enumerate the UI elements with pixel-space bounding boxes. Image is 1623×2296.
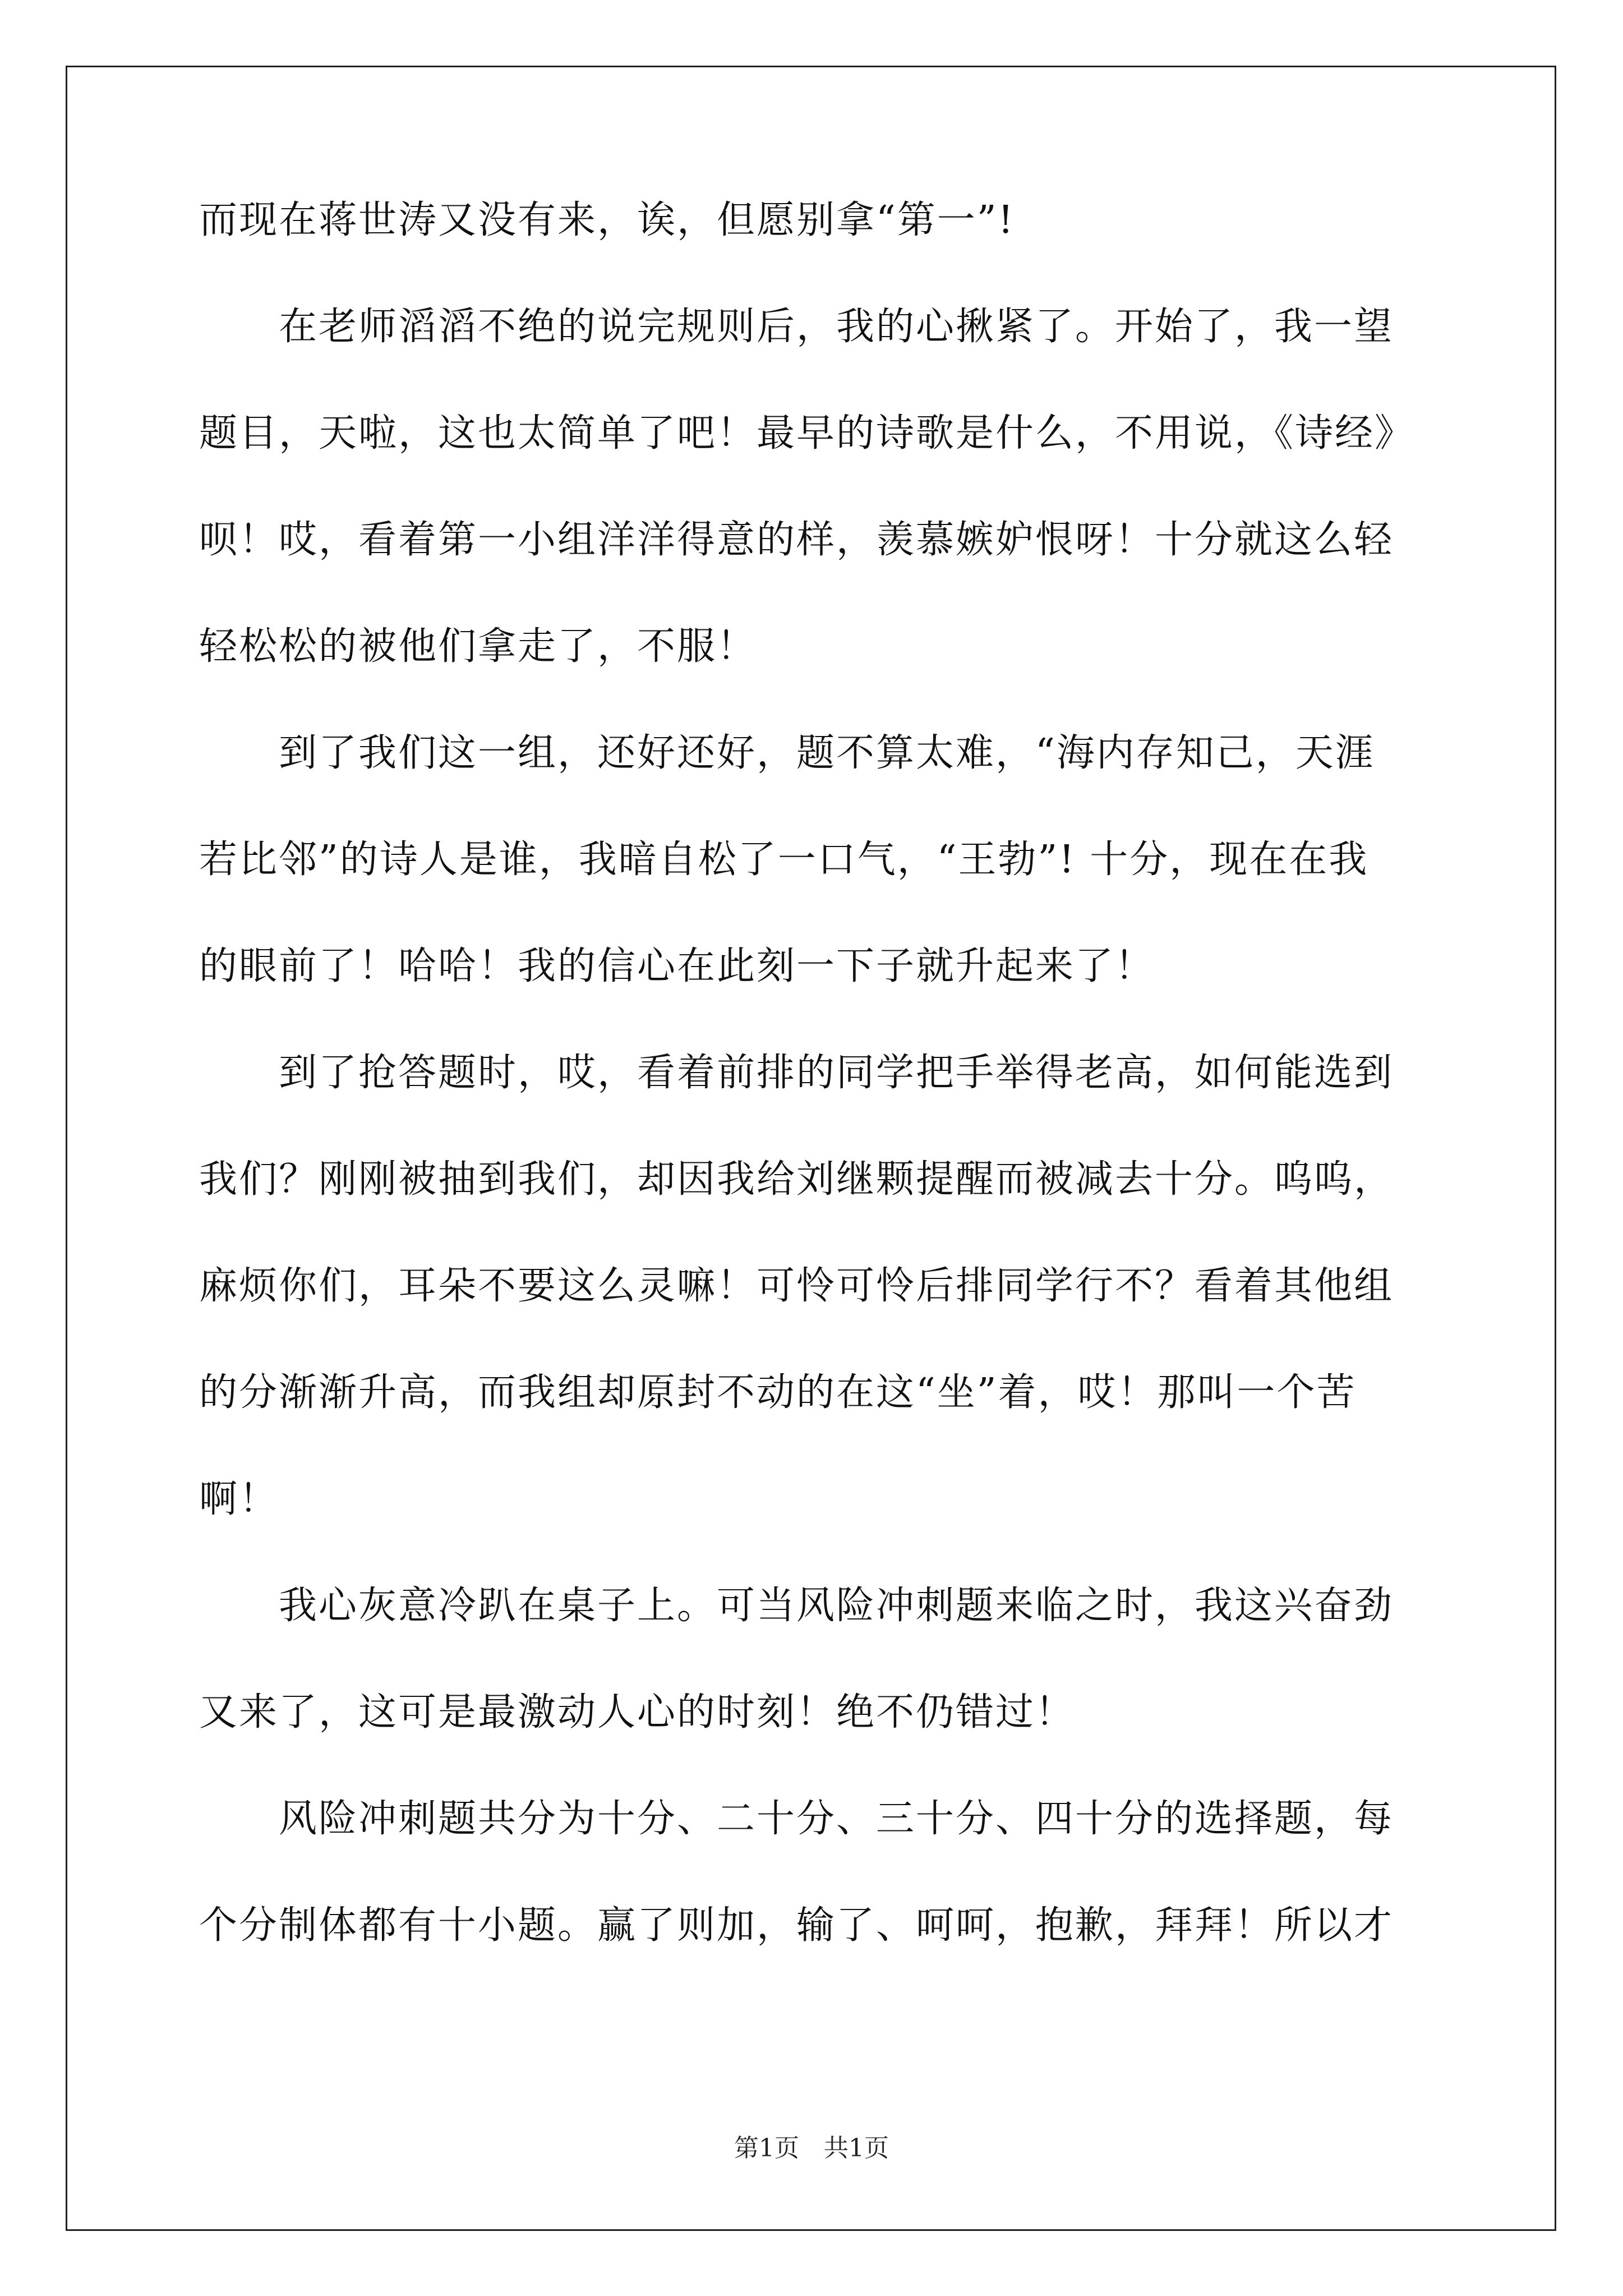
page-number: 第1页 共1页 (734, 2134, 889, 2162)
text-line: 呗！哎，看着第一小组洋洋得意的样，羡慕嫉妒恨呀！十分就这么轻 (199, 518, 1394, 562)
text-line: 又来了，这可是最激动人心的时刻！绝不仍错过！ (199, 1690, 1076, 1734)
text-line: 啊！ (199, 1477, 279, 1521)
text-line: 在老师滔滔不绝的说完规则后，我的心揪紧了。开始了，我一望 (199, 305, 1394, 349)
text-line: 风险冲刺题共分为十分、二十分、三十分、四十分的选择题，每 (199, 1797, 1394, 1841)
text-line: 我心灰意冷趴在桌子上。可当风险冲刺题来临之时，我这兴奋劲 (199, 1584, 1394, 1628)
text-line: 而现在蒋世涛又没有来，诶，但愿别拿“第一”! (199, 198, 1015, 242)
text-line: 的分渐渐升高，而我组却原封不动的在这“坐”着，哎！那叫一个苦 (199, 1370, 1357, 1415)
text-line: 的眼前了！哈哈！我的信心在此刻一下子就升起来了！ (199, 944, 1155, 988)
text-line: 到了我们这一组，还好还好，题不算太难，“海内存知己，天涯 (199, 731, 1375, 775)
text-line: 个分制体都有十小题。赢了则加，输了、呵呵，抱歉，拜拜！所以才 (199, 1903, 1394, 1948)
text-line: 到了抢答题时，哎，看着前排的同学把手举得老高，如何能选到 (199, 1051, 1394, 1095)
text-line: 题目，天啦，这也太简单了吧！最早的诗歌是什么，不用说，《诗经》 (199, 411, 1415, 455)
text-line: 若比邻”的诗人是谁，我暗自松了一口气，“王勃”! 十分，现在在我 (199, 838, 1369, 882)
text-line: 轻松松的被他们拿走了，不服！ (199, 624, 757, 669)
text-line: 我们？刚刚被抽到我们，却因我给刘继颗提醒而被减去十分。呜呜， (199, 1157, 1394, 1202)
text-line: 麻烦你们，耳朵不要这么灵嘛！可怜可怜后排同学行不？看着其他组 (199, 1264, 1394, 1308)
